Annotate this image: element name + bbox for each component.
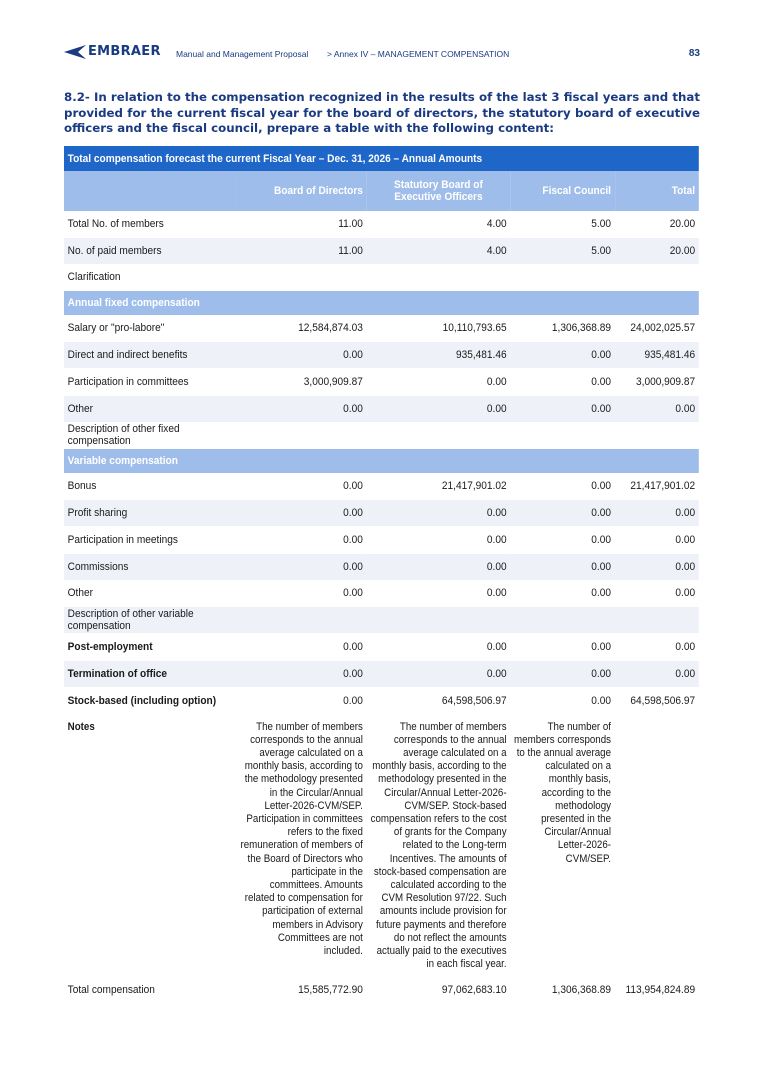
- row-value: 21,417,901.02: [615, 473, 699, 499]
- row-label: Other: [64, 395, 237, 422]
- row-value: 4.00: [367, 211, 511, 237]
- note-text: The number of members corresponds to the annual average calculated on a monthly basis, according to the methodology presented in the Circular/Annual Letter-2026-CVM/SEP.: [514, 720, 611, 865]
- row-label: Total compensation: [64, 977, 237, 1003]
- row-value: 0.00: [237, 473, 367, 499]
- row-value: 12,584,874.03: [237, 315, 367, 341]
- row-label: No. of paid members: [64, 237, 237, 264]
- row-value: 0.00: [510, 395, 614, 422]
- row-value: 20.00: [615, 237, 699, 264]
- row-value: 4.00: [367, 237, 511, 264]
- row-label: Other: [64, 580, 237, 607]
- table-row: [64, 500, 699, 527]
- column-header: Total: [615, 171, 699, 211]
- table-row: [64, 553, 699, 580]
- row-value: 0.00: [237, 580, 367, 607]
- note-text: [615, 714, 699, 977]
- row-value: 0.00: [510, 500, 614, 527]
- row-value: 10,110,793.65: [367, 315, 511, 341]
- row-value: 935,481.46: [615, 342, 699, 369]
- row-value: 97,062,683.10: [367, 977, 511, 1003]
- row-value: 15,585,772.90: [237, 977, 367, 1003]
- row-value: 0.00: [237, 500, 367, 527]
- page-number: 83: [688, 48, 700, 59]
- section-header: Annual fixed compensation: [64, 291, 699, 316]
- row-label: Clarification: [64, 264, 237, 291]
- row-label: Commissions: [64, 553, 237, 580]
- row-value: 0.00: [615, 660, 699, 687]
- table-row: [64, 526, 699, 553]
- row-value: 0.00: [510, 687, 614, 714]
- row-label: Termination of office: [64, 660, 237, 687]
- row-value: [510, 264, 614, 291]
- row-value: [367, 264, 511, 291]
- row-value: [510, 607, 614, 634]
- row-label: Direct and indirect benefits: [64, 342, 237, 369]
- table-title-row: [64, 146, 699, 171]
- row-value: 21,417,901.02: [367, 473, 511, 499]
- section-header-row: [64, 291, 699, 316]
- section-header-row: [64, 449, 699, 474]
- row-value: 5.00: [510, 237, 614, 264]
- row-value: 113,954,824.89: [615, 977, 699, 1003]
- row-value: 0.00: [510, 580, 614, 607]
- row-value: 3,000,909.87: [615, 368, 699, 395]
- table-row: [64, 315, 699, 341]
- row-value: 0.00: [615, 395, 699, 422]
- logo-text: EMBRAER: [88, 44, 161, 59]
- row-value: 0.00: [367, 553, 511, 580]
- row-value: [615, 422, 699, 449]
- row-value: 935,481.46: [367, 342, 511, 369]
- row-value: 20.00: [615, 211, 699, 237]
- row-label: Post-employment: [64, 634, 237, 661]
- row-value: 64,598,506.97: [615, 687, 699, 714]
- row-value: 1,306,368.89: [510, 315, 614, 341]
- column-header-blank: [64, 171, 237, 211]
- row-value: 11.00: [237, 237, 367, 264]
- row-value: 0.00: [615, 553, 699, 580]
- section-header: Variable compensation: [64, 449, 699, 474]
- row-value: 0.00: [367, 660, 511, 687]
- row-label: Bonus: [64, 473, 237, 499]
- column-header-row: [64, 171, 699, 211]
- row-value: 64,598,506.97: [367, 687, 511, 714]
- row-value: 11.00: [237, 211, 367, 237]
- table-row: [64, 368, 699, 395]
- row-value: 0.00: [237, 342, 367, 369]
- row-value: 0.00: [367, 634, 511, 661]
- embraer-logo: [64, 44, 161, 59]
- table-row: [64, 580, 699, 607]
- row-value: 0.00: [367, 526, 511, 553]
- row-value: 0.00: [510, 660, 614, 687]
- row-label: Participation in committees: [64, 368, 237, 395]
- row-value: [510, 422, 614, 449]
- row-value: 0.00: [615, 500, 699, 527]
- table-row: [64, 237, 699, 264]
- notes-row: [64, 714, 699, 977]
- page-header: [64, 44, 700, 66]
- row-value: 0.00: [237, 634, 367, 661]
- column-header: Fiscal Council: [510, 171, 614, 211]
- column-header: Statutory Board of Executive Officers: [367, 171, 511, 211]
- row-value: 24,002,025.57: [615, 315, 699, 341]
- note-text: The number of members corresponds to the annual average calculated on a monthly basis, according to the methodology presented in the Circular/Annual Letter-2026-CVM/SEP. Participation in committees refers to the fixed remuneration of members of the Board of Directors who participate in the committees. Amounts related to compensation for participation of external members in Advisory Committees are not included.: [240, 720, 363, 957]
- row-value: 0.00: [237, 553, 367, 580]
- row-value: 0.00: [510, 634, 614, 661]
- row-value: [615, 264, 699, 291]
- row-label: Total No. of members: [64, 211, 237, 237]
- row-label: Description of other variable compensation: [64, 607, 237, 634]
- embraer-logo-icon: [64, 45, 86, 59]
- row-value: 0.00: [615, 580, 699, 607]
- row-value: [367, 422, 511, 449]
- document-title: Manual and Management Proposal: [176, 49, 309, 59]
- table-row: [64, 607, 699, 634]
- row-value: 1,306,368.89: [510, 977, 614, 1003]
- row-value: 0.00: [237, 395, 367, 422]
- row-value: [367, 607, 511, 634]
- table-title: Total compensation forecast the current Fiscal Year – Dec. 31, 2026 – Annual Amounts: [64, 146, 699, 171]
- row-value: [237, 264, 367, 291]
- table-row: [64, 977, 699, 1003]
- annex-breadcrumb: > Annex IV – MANAGEMENT COMPENSATION: [327, 49, 510, 59]
- row-label: Stock-based (including option): [64, 687, 237, 714]
- table-row: [64, 342, 699, 369]
- row-value: 0.00: [615, 526, 699, 553]
- section-heading: 8.2- In relation to the compensation recognized in the results of the last 3 fiscal years and that provided for the current fiscal year for the board of directors, the statutory board of executive officers and the fiscal council, prepare a table with the following content:: [64, 90, 700, 135]
- table-row: [64, 395, 699, 422]
- row-value: 0.00: [367, 500, 511, 527]
- row-value: 0.00: [510, 526, 614, 553]
- row-label: Profit sharing: [64, 500, 237, 527]
- row-value: 0.00: [510, 473, 614, 499]
- row-value: 0.00: [510, 553, 614, 580]
- table-row: [64, 687, 699, 714]
- table-row: [64, 660, 699, 687]
- compensation-table: [64, 146, 699, 1004]
- row-value: [237, 422, 367, 449]
- table-row: [64, 264, 699, 291]
- row-label: Participation in meetings: [64, 526, 237, 553]
- row-value: 0.00: [237, 660, 367, 687]
- column-header: Board of Directors: [237, 171, 367, 211]
- table-row: [64, 211, 699, 237]
- row-value: 0.00: [237, 526, 367, 553]
- row-value: 0.00: [367, 395, 511, 422]
- row-value: 0.00: [615, 634, 699, 661]
- row-value: 0.00: [367, 368, 511, 395]
- note-text: The number of members corresponds to the annual average calculated on a monthly basis, according to the methodology presented in the Circular/Annual Letter-2026-CVM/SEP. Stock-based compensation refers to the cost of grants for the Company related to the Long-term Incentives. The amounts of stock-based compensation are calculated according to the CVM Resolution 97/22. Such amounts include provision for future payments and therefore do not reflect the amounts actually paid to the executives in each fiscal year.: [370, 720, 507, 971]
- row-value: 0.00: [510, 342, 614, 369]
- table-row: [64, 634, 699, 661]
- notes-label: Notes: [67, 720, 95, 733]
- row-value: 0.00: [237, 687, 367, 714]
- row-value: [237, 607, 367, 634]
- row-value: 3,000,909.87: [237, 368, 367, 395]
- table-row: [64, 473, 699, 499]
- row-value: 5.00: [510, 211, 614, 237]
- row-value: [615, 607, 699, 634]
- row-value: 0.00: [510, 368, 614, 395]
- table-row: [64, 422, 699, 449]
- row-value: 0.00: [367, 580, 511, 607]
- row-label: Salary or "pro-labore": [64, 315, 237, 341]
- row-label: Description of other fixed compensation: [64, 422, 237, 449]
